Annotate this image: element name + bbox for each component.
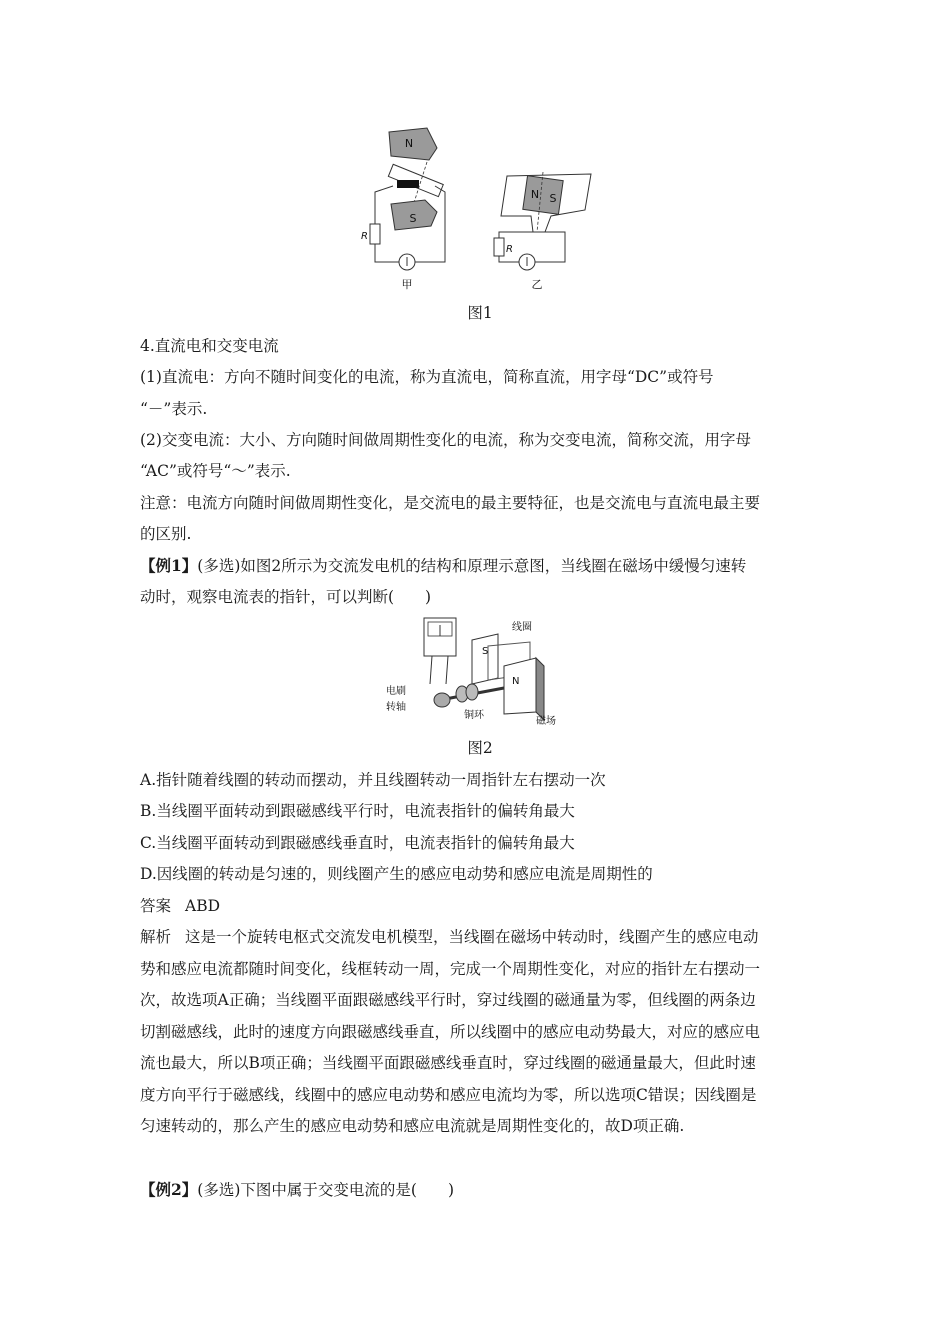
figure-2-label-brush: 电刷 (386, 686, 406, 697)
dc-definition-line-2: “－”表示. (140, 400, 208, 418)
option-a: A.指针随着线圈的转动而摆动，并且线圈转动一周指针左右摆动一次 (140, 771, 606, 789)
analysis-line-2: 势和感应电流都随时间变化，线框转动一周，完成一个周期性变化，对应的指针左右摆动一 (140, 960, 761, 978)
answer-line (140, 896, 820, 916)
analysis-text: 这是一个旋转电枢式交流发电机模型，当线圈在磁场中转动时，线圈产生的感应电动 (185, 928, 759, 946)
analysis-line-5: 流也最大，所以B项正确；当线圈平面跟磁感线垂直时，穿过线圈的磁通量最大，但此时速 (140, 1054, 756, 1072)
example-2-question (140, 1180, 820, 1200)
example-1-question-line-2: 动时，观察电流表的指针，可以判断( ) (140, 588, 432, 606)
analysis-line-4: 切割磁感线，此时的速度方向跟磁感线垂直，所以线圈中的感应电动势最大，对应的感应电 (140, 1023, 761, 1041)
figure-2-illustration (380, 614, 580, 726)
example-1-question-line-1 (140, 556, 820, 576)
magnet-pole-n-jia: N (404, 137, 414, 150)
example-1-question-text: (多选)如图2所示为交流发电机的结构和原理示意图，当线圈在磁场中缓慢匀速转 (197, 557, 747, 575)
magnet-pole-n-yi: N (530, 188, 540, 201)
figure-2-label-ring: 铜环 (464, 710, 484, 721)
example-1-tag: 【例1】 (140, 556, 198, 575)
figure-2-label-coil: 线圈 (512, 622, 532, 633)
analysis-line-1 (140, 927, 820, 947)
example-2-tag: 【例2】 (140, 1180, 198, 1199)
figure-2-label-shaft: 转轴 (386, 702, 406, 713)
note-line-2: 的区别. (140, 525, 192, 543)
answer-label: 答案 (140, 897, 172, 915)
analysis-label: 解析 (140, 928, 172, 946)
answer-value: ABD (185, 897, 221, 915)
figure-1-illustration (355, 120, 605, 300)
generator-diagram-yi (494, 172, 591, 291)
section-4-heading: 4.直流电和交变电流 (140, 337, 279, 355)
analysis-line-3: 次，故选项A正确；当线圈平面跟磁感线平行时，穿过线圈的磁通量为零，但线圈的两条边 (140, 991, 756, 1009)
analysis-line-6: 度方向平行于磁感线，线圈中的感应电动势和感应电流均为零，所以选项C错误；因线圈是 (140, 1086, 757, 1104)
ac-definition-line-2: “AC”或符号“～”表示. (140, 462, 291, 480)
figure-2-label-s: S (482, 646, 489, 657)
resistor-label-yi: R (506, 244, 513, 255)
figure-2-label-field: 磁场 (536, 716, 556, 726)
generator-diagram-jia (361, 128, 445, 291)
figure-label-yi: 乙 (531, 278, 543, 291)
figure-2-caption: 图2 (467, 739, 493, 757)
option-c: C.当线圈平面转动到跟磁感线垂直时，电流表指针的偏转角最大 (140, 834, 575, 852)
resistor-label-jia: R (361, 231, 368, 242)
note-line-1: 注意：电流方向随时间做周期性变化，是交流电的最主要特征，也是交流电与直流电最主要 (140, 494, 761, 512)
ac-definition-line-1: (2)交变电流：大小、方向随时间做周期性变化的电流，称为交变电流，简称交流，用字母 (140, 431, 751, 449)
figure-2-label-n: N (512, 676, 520, 687)
figure-label-jia: 甲 (401, 278, 413, 291)
magnet-pole-s-yi: S (549, 192, 557, 205)
option-d: D.因线圈的转动是匀速的，则线圈产生的感应电动势和感应电流是周期性的 (140, 865, 653, 883)
option-b: B.当线圈平面转动到跟磁感线平行时，电流表指针的偏转角最大 (140, 802, 575, 820)
figure-1-caption: 图1 (467, 304, 493, 322)
magnet-pole-s-jia: S (409, 212, 417, 225)
example-2-question-text: (多选)下图中属于交变电流的是( ) (197, 1181, 454, 1199)
dc-definition-line-1: (1)直流电：方向不随时间变化的电流，称为直流电，简称直流，用字母“DC”或符号 (140, 368, 714, 386)
analysis-line-7: 匀速转动的，那么产生的感应电动势和感应电流就是周期性变化的，故D项正确. (140, 1117, 685, 1135)
